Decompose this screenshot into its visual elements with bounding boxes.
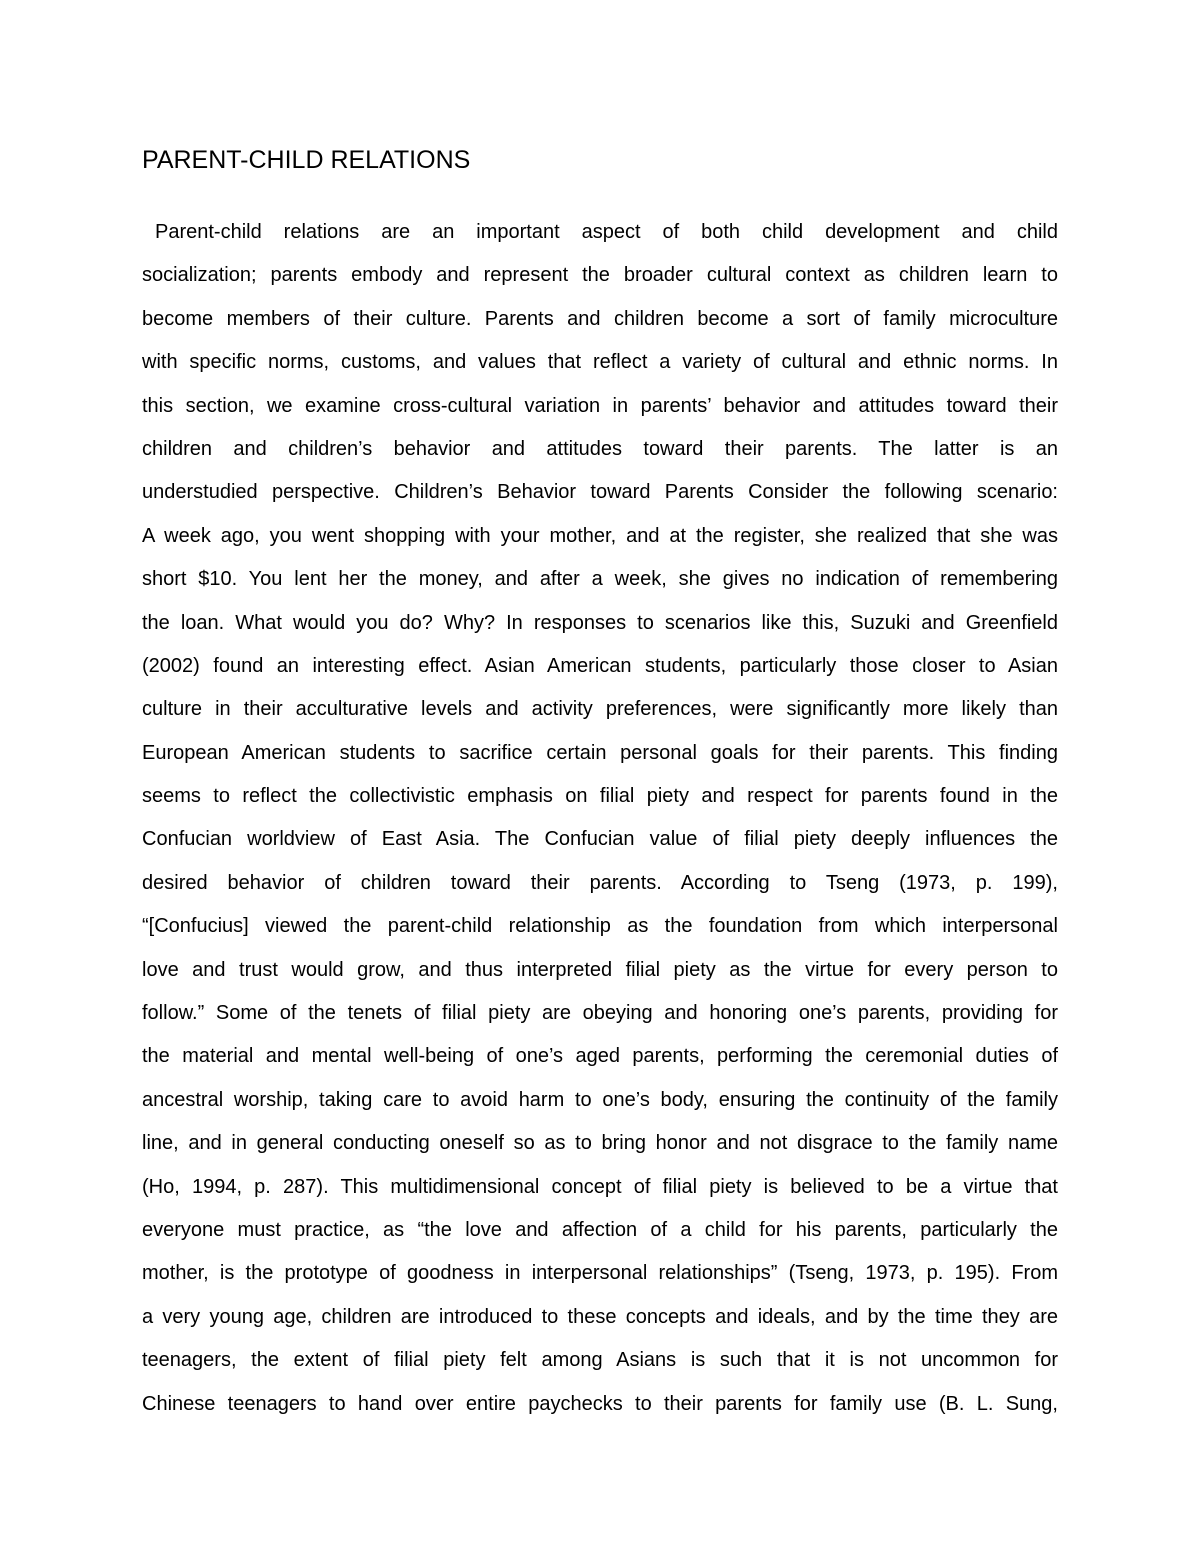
text-line: socialization; parents embody and represent the broader cultural context as children learn to — [142, 264, 1058, 287]
text-line: ancestral worship, taking care to avoid harm to one’s body, ensuring the continuity of the family — [142, 1088, 1058, 1111]
text-line: short $10. You lent her the money, and after a week, she gives no indication of remembering — [142, 568, 1058, 591]
text-line: culture in their acculturative levels and activity preferences, were significantly more likely than — [142, 698, 1058, 721]
text-line: everyone must practice, as “the love and affection of a child for his parents, particularly the — [142, 1218, 1058, 1241]
text-line: Parent-child relations are an important aspect of both child development and child — [155, 221, 1058, 243]
text-line: understudied perspective. Children’s Behavior toward Parents Consider the following scenario: — [142, 481, 1058, 504]
text-line: Confucian worldview of East Asia. The Confucian value of filial piety deeply influences the — [142, 828, 1058, 851]
text-line: seems to reflect the collectivistic emphasis on filial piety and respect for parents found in the — [142, 785, 1058, 808]
page-title: PARENT-CHILD RELATIONS — [142, 146, 471, 174]
text-line: Chinese teenagers to hand over entire paychecks to their parents for family use (B. L. Sung, — [142, 1392, 1058, 1415]
text-line: desired behavior of children toward their parents. According to Tseng (1973, p. 199), — [142, 871, 1058, 894]
text-line: with specific norms, customs, and values that reflect a variety of cultural and ethnic norms. In — [142, 351, 1058, 374]
text-line: European American students to sacrifice certain personal goals for their parents. This finding — [142, 741, 1058, 764]
text-line: children and children’s behavior and attitudes toward their parents. The latter is an — [142, 437, 1058, 460]
text-line: A week ago, you went shopping with your mother, and at the register, she realized that she was — [142, 524, 1058, 547]
text-line: follow.” Some of the tenets of filial piety are obeying and honoring one’s parents, providing for — [142, 1002, 1058, 1025]
text-line: the material and mental well-being of one’s aged parents, performing the ceremonial duties of — [142, 1045, 1058, 1068]
text-line: “[Confucius] viewed the parent-child relationship as the foundation from which interpersonal — [142, 915, 1058, 938]
text-line: the loan. What would you do? Why? In responses to scenarios like this, Suzuki and Greenfield — [142, 611, 1058, 634]
text-line: line, and in general conducting oneself so as to bring honor and not disgrace to the family name — [142, 1132, 1058, 1155]
text-line: (Ho, 1994, p. 287). This multidimensional concept of filial piety is believed to be a virtue that — [142, 1175, 1058, 1198]
text-line: teenagers, the extent of filial piety felt among Asians is such that it is not uncommon for — [142, 1349, 1058, 1372]
text-line: (2002) found an interesting effect. Asian American students, particularly those closer to Asian — [142, 654, 1058, 677]
text-line: love and trust would grow, and thus interpreted filial piety as the virtue for every person to — [142, 958, 1058, 981]
text-line: mother, is the prototype of goodness in interpersonal relationships” (Tseng, 1973, p. 195). From — [142, 1262, 1058, 1285]
text-line: this section, we examine cross-cultural variation in parents’ behavior and attitudes toward their — [142, 394, 1058, 417]
body-paragraph — [142, 211, 1058, 1426]
text-line: a very young age, children are introduced to these concepts and ideals, and by the time they are — [142, 1305, 1058, 1328]
text-line: become members of their culture. Parents and children become a sort of family microculture — [142, 307, 1058, 330]
